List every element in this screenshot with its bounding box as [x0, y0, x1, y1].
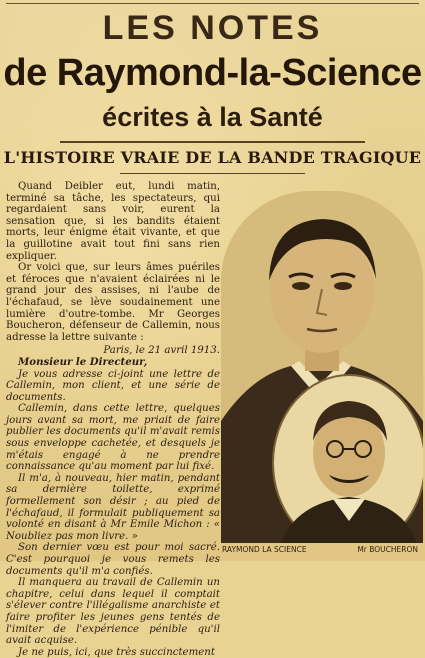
letter-date: Paris, le 21 avril 1913. — [103, 345, 220, 357]
letter-paragraph: Callemin, dans cette lettre, quelques jours avant sa mort, me priait de faire publier les documents qu'il m'avait remis sous enveloppe cachetée, et desquels je m'étais engagé à ne prendre connaissance qu'au moment par lui fixé. — [6, 403, 220, 473]
letter-paragraph: Je vous adresse ci-joint une lettre de Callemin, mon client, et une série de documents. — [6, 368, 220, 403]
headline-divider — [60, 141, 365, 143]
letter-paragraph: Je ne puis, ici, que très succinctement — [18, 646, 215, 658]
letter-paragraph: Son dernier vœu est pour moi sacré. C'est pourquoi je vous remets les documents qu'il m'a confiés. — [6, 542, 220, 577]
letter-paragraph: Il manquera au travail de Callemin un chapitre, celui dans lequel il comptait s'élever contre l'illégalisme anarchiste et faire profiter les jeunes gens tentés de l'imiter de l'expérience pénible qu'il avait acquise. — [6, 577, 220, 647]
subheadline: L'HISTOIRE VRAIE DE LA BANDE TRAGIQUE — [3, 148, 422, 167]
boucheron-portrait — [273, 375, 423, 543]
article-paragraph: Quand Deibler eut, lundi matin, terminé sa tâche, les spectateurs, qui regardaient sans voir, eurent la sensation que, si les bandits étaient morts, leur énigme était vivante, et que la guillotine avait tout fini sans rien expliquer. — [6, 181, 220, 262]
letter-paragraph: Il m'a, à nouveau, hier matin, pendant sa dernière toilette, exprimé formellement son désir ; au pied de l'échafaud, il formulait publiquement sa volonté en disant à Mr Emile Michon : « Noubliez pas mon livre. » — [6, 472, 220, 542]
article-paragraph: Or voici que, sur leurs âmes puériles et féroces que n'avaient éclairées ni le grand jour des assises, ni l'aube de l'échafaud, se lève soudainement une lumière d'outre-tombe. Mr Georges Boucheron, défenseur de Callemin, nous adresse la lettre suivante : — [6, 262, 220, 343]
caption-right: Mr BOUCHERON — [357, 545, 418, 554]
caption-left: RAYMOND LA SCIENCE — [222, 545, 307, 554]
top-rule — [6, 3, 419, 4]
headline-line-3: écrites à la Santé — [102, 102, 323, 132]
headline-line-2: de Raymond-la-Science — [3, 52, 422, 94]
portrait-illustration — [221, 191, 423, 543]
article-column — [6, 181, 220, 658]
portrait-photos — [221, 191, 423, 543]
photo-captions — [222, 545, 422, 559]
subhead-divider — [120, 173, 305, 174]
headline-line-1: LES NOTES — [102, 9, 323, 47]
letter-salutation: Monsieur le Directeur, — [18, 355, 148, 368]
